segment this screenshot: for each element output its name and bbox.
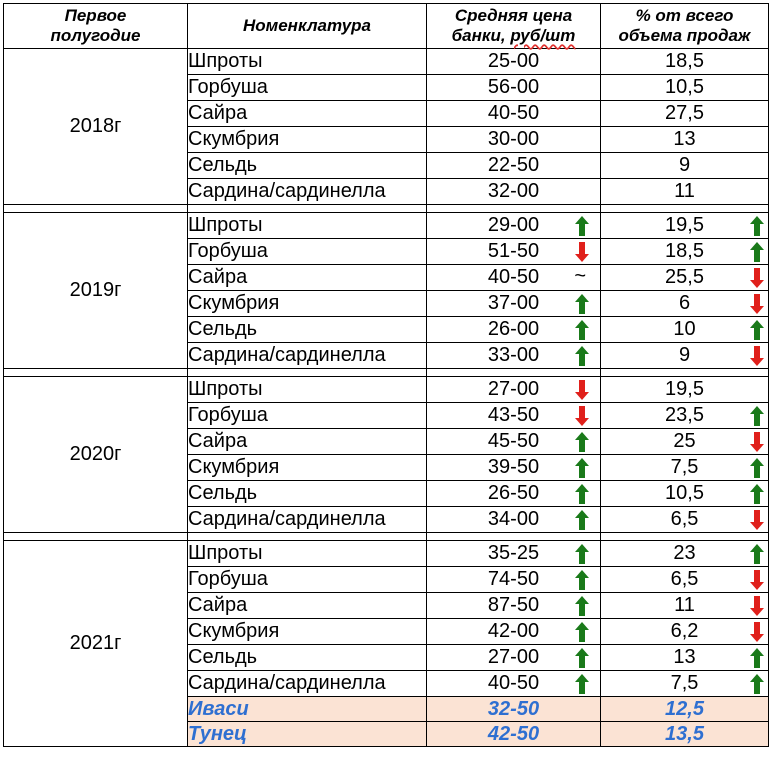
- share-value: 18,5: [665, 50, 704, 72]
- no-change-icon: ~: [574, 265, 586, 287]
- down-arrow-icon: [749, 569, 765, 591]
- product-name: Сельдь: [188, 317, 427, 343]
- price-cell: [427, 507, 601, 533]
- product-name: Сайра: [188, 101, 427, 127]
- table-row: [4, 213, 769, 239]
- share-cell: [601, 619, 769, 645]
- up-arrow-icon: [749, 673, 765, 695]
- year-cell: 2018г: [4, 49, 188, 205]
- price-value: 22-50: [487, 154, 540, 176]
- price-cell: [427, 541, 601, 567]
- price-value: 32-00: [487, 180, 540, 202]
- share-cell: [601, 127, 769, 153]
- share-value: 9: [678, 344, 691, 366]
- share-value: 11: [674, 594, 695, 616]
- product-name: Сардина/сардинелла: [188, 507, 427, 533]
- share-value: 10,5: [665, 482, 704, 504]
- share-value: 13,5: [665, 722, 704, 745]
- product-name: Сельдь: [188, 153, 427, 179]
- down-arrow-icon: [574, 379, 590, 401]
- share-value: 10: [673, 318, 696, 340]
- price-value: 29-00: [487, 214, 540, 236]
- down-arrow-icon: [749, 621, 765, 643]
- product-name: Иваси: [188, 697, 427, 722]
- share-cell: [601, 153, 769, 179]
- header-period-line1: Первое: [64, 6, 127, 25]
- price-value: 45-50: [487, 430, 540, 452]
- spacer-cell: [4, 205, 188, 213]
- price-value: 42-50: [487, 722, 540, 745]
- product-name: Сайра: [188, 593, 427, 619]
- share-value: 10,5: [665, 76, 704, 98]
- share-cell: [601, 671, 769, 697]
- product-name: Горбуша: [188, 567, 427, 593]
- product-name: Тунец: [188, 722, 427, 747]
- up-arrow-icon: [749, 543, 765, 565]
- spacer-cell: [427, 533, 601, 541]
- price-value: 26-50: [487, 482, 540, 504]
- header-price-line2: банки,: [451, 26, 506, 45]
- share-cell: [601, 75, 769, 101]
- year-cell: 2019г: [4, 213, 188, 369]
- share-cell: [601, 239, 769, 265]
- share-value: 11: [674, 180, 695, 202]
- price-value: 43-50: [487, 404, 540, 426]
- price-cell: [427, 265, 601, 291]
- header-share: [601, 4, 769, 49]
- spacer-row: [4, 369, 769, 377]
- share-value: 6,2: [670, 620, 699, 642]
- up-arrow-icon: [749, 457, 765, 479]
- share-cell: [601, 317, 769, 343]
- share-cell: [601, 455, 769, 481]
- spacer-row: [4, 533, 769, 541]
- up-arrow-icon: [574, 509, 590, 531]
- spacer-cell: [188, 205, 427, 213]
- share-cell: [601, 429, 769, 455]
- spacer-cell: [188, 369, 427, 377]
- price-value: 27-00: [487, 646, 540, 668]
- share-cell: [601, 101, 769, 127]
- table-row: [4, 377, 769, 403]
- price-value: 37-00: [487, 292, 540, 314]
- product-name: Шпроты: [188, 377, 427, 403]
- price-value: 42-00: [487, 620, 540, 642]
- share-cell: [601, 481, 769, 507]
- spacer-cell: [4, 533, 188, 541]
- share-value: 12,5: [665, 697, 704, 720]
- spacer-cell: [427, 205, 601, 213]
- price-value: 26-00: [487, 318, 540, 340]
- share-value: 19,5: [665, 214, 704, 236]
- price-cell: [427, 722, 601, 747]
- price-cell: [427, 75, 601, 101]
- price-cell: [427, 403, 601, 429]
- up-arrow-icon: [574, 345, 590, 367]
- price-cell: [427, 377, 601, 403]
- header-price-line1: Средняя цена: [454, 6, 573, 25]
- share-cell: [601, 49, 769, 75]
- share-cell: [601, 179, 769, 205]
- up-arrow-icon: [749, 241, 765, 263]
- share-value: 6,5: [670, 508, 699, 530]
- share-value: 19,5: [665, 378, 704, 400]
- price-cell: [427, 317, 601, 343]
- table-body: [4, 49, 769, 747]
- price-cell: [427, 645, 601, 671]
- price-cell: [427, 343, 601, 369]
- table-row: [4, 541, 769, 567]
- product-name: Скумбрия: [188, 619, 427, 645]
- product-name: Сардина/сардинелла: [188, 179, 427, 205]
- header-price-line2-unit: руб/шт: [510, 26, 576, 45]
- price-cell: [427, 593, 601, 619]
- up-arrow-icon: [574, 569, 590, 591]
- up-arrow-icon: [574, 293, 590, 315]
- share-value: 9: [678, 154, 691, 176]
- sales-table: [3, 3, 769, 747]
- product-name: Горбуша: [188, 403, 427, 429]
- spacer-cell: [188, 533, 427, 541]
- share-cell: [601, 593, 769, 619]
- down-arrow-icon: [749, 267, 765, 289]
- price-cell: [427, 455, 601, 481]
- up-arrow-icon: [749, 647, 765, 669]
- up-arrow-icon: [574, 483, 590, 505]
- up-arrow-icon: [749, 483, 765, 505]
- spacer-cell: [601, 369, 769, 377]
- product-name: Сельдь: [188, 481, 427, 507]
- price-value: 35-25: [487, 542, 540, 564]
- product-name: Шпроты: [188, 541, 427, 567]
- up-arrow-icon: [574, 621, 590, 643]
- down-arrow-icon: [574, 405, 590, 427]
- share-value: 25,5: [665, 266, 704, 288]
- table-row: [4, 49, 769, 75]
- product-name: Сайра: [188, 265, 427, 291]
- share-value: 6: [678, 292, 691, 314]
- product-name: Скумбрия: [188, 455, 427, 481]
- header-period: [4, 4, 188, 49]
- spacer-row: [4, 205, 769, 213]
- share-value: 13: [673, 128, 696, 150]
- price-value: 30-00: [487, 128, 540, 150]
- product-name: Сельдь: [188, 645, 427, 671]
- header-share-line1: % от всего: [635, 6, 734, 25]
- share-value: 18,5: [665, 240, 704, 262]
- share-value: 13: [673, 646, 696, 668]
- up-arrow-icon: [574, 457, 590, 479]
- price-cell: [427, 127, 601, 153]
- product-name: Скумбрия: [188, 291, 427, 317]
- share-cell: [601, 697, 769, 722]
- up-arrow-icon: [574, 431, 590, 453]
- share-cell: [601, 213, 769, 239]
- up-arrow-icon: [574, 543, 590, 565]
- down-arrow-icon: [749, 431, 765, 453]
- header-price: [427, 4, 601, 49]
- header-row: [4, 4, 769, 49]
- price-value: 51-50: [487, 240, 540, 262]
- price-cell: [427, 101, 601, 127]
- product-name: Шпроты: [188, 213, 427, 239]
- price-cell: [427, 291, 601, 317]
- price-cell: [427, 153, 601, 179]
- share-value: 25: [673, 430, 696, 452]
- price-value: 32-50: [487, 697, 540, 720]
- price-value: 40-50: [487, 672, 540, 694]
- share-value: 7,5: [670, 672, 699, 694]
- up-arrow-icon: [574, 647, 590, 669]
- down-arrow-icon: [749, 595, 765, 617]
- up-arrow-icon: [749, 405, 765, 427]
- down-arrow-icon: [749, 293, 765, 315]
- share-value: 23: [673, 542, 696, 564]
- product-name: Шпроты: [188, 49, 427, 75]
- share-cell: [601, 343, 769, 369]
- share-value: 27,5: [665, 102, 704, 124]
- share-cell: [601, 507, 769, 533]
- share-cell: [601, 291, 769, 317]
- price-value: 39-50: [487, 456, 540, 478]
- product-name: Сардина/сардинелла: [188, 671, 427, 697]
- share-value: 23,5: [665, 404, 704, 426]
- price-cell: [427, 49, 601, 75]
- up-arrow-icon: [574, 595, 590, 617]
- price-value: 56-00: [487, 76, 540, 98]
- price-cell: [427, 239, 601, 265]
- price-value: 74-50: [487, 568, 540, 590]
- price-value: 40-50: [487, 102, 540, 124]
- spacer-cell: [4, 369, 188, 377]
- price-value: 34-00: [487, 508, 540, 530]
- product-name: Горбуша: [188, 75, 427, 101]
- price-value: 40-50: [487, 266, 540, 288]
- price-cell: [427, 567, 601, 593]
- price-cell: [427, 671, 601, 697]
- spacer-cell: [427, 369, 601, 377]
- header-name: Номенклатура: [188, 4, 427, 49]
- price-cell: [427, 429, 601, 455]
- share-value: 6,5: [670, 568, 699, 590]
- year-cell: 2020г: [4, 377, 188, 533]
- share-value: 7,5: [670, 456, 699, 478]
- share-cell: [601, 541, 769, 567]
- spacer-cell: [601, 205, 769, 213]
- share-cell: [601, 403, 769, 429]
- share-cell: [601, 567, 769, 593]
- header-share-line2: объема продаж: [618, 26, 751, 45]
- spacer-cell: [601, 533, 769, 541]
- price-value: 33-00: [487, 344, 540, 366]
- share-cell: [601, 265, 769, 291]
- price-value: 25-00: [487, 50, 540, 72]
- down-arrow-icon: [749, 509, 765, 531]
- product-name: Горбуша: [188, 239, 427, 265]
- down-arrow-icon: [574, 241, 590, 263]
- down-arrow-icon: [749, 345, 765, 367]
- year-cell: 2021г: [4, 541, 188, 747]
- price-value: 87-50: [487, 594, 540, 616]
- price-cell: [427, 697, 601, 722]
- up-arrow-icon: [574, 215, 590, 237]
- price-cell: [427, 619, 601, 645]
- share-cell: [601, 377, 769, 403]
- price-cell: [427, 213, 601, 239]
- up-arrow-icon: [574, 319, 590, 341]
- product-name: Сайра: [188, 429, 427, 455]
- product-name: Скумбрия: [188, 127, 427, 153]
- share-cell: [601, 645, 769, 671]
- up-arrow-icon: [749, 215, 765, 237]
- share-cell: [601, 722, 769, 747]
- price-cell: [427, 481, 601, 507]
- price-cell: [427, 179, 601, 205]
- up-arrow-icon: [749, 319, 765, 341]
- header-period-line2: полугодие: [50, 26, 141, 45]
- price-value: 27-00: [487, 378, 540, 400]
- up-arrow-icon: [574, 673, 590, 695]
- product-name: Сардина/сардинелла: [188, 343, 427, 369]
